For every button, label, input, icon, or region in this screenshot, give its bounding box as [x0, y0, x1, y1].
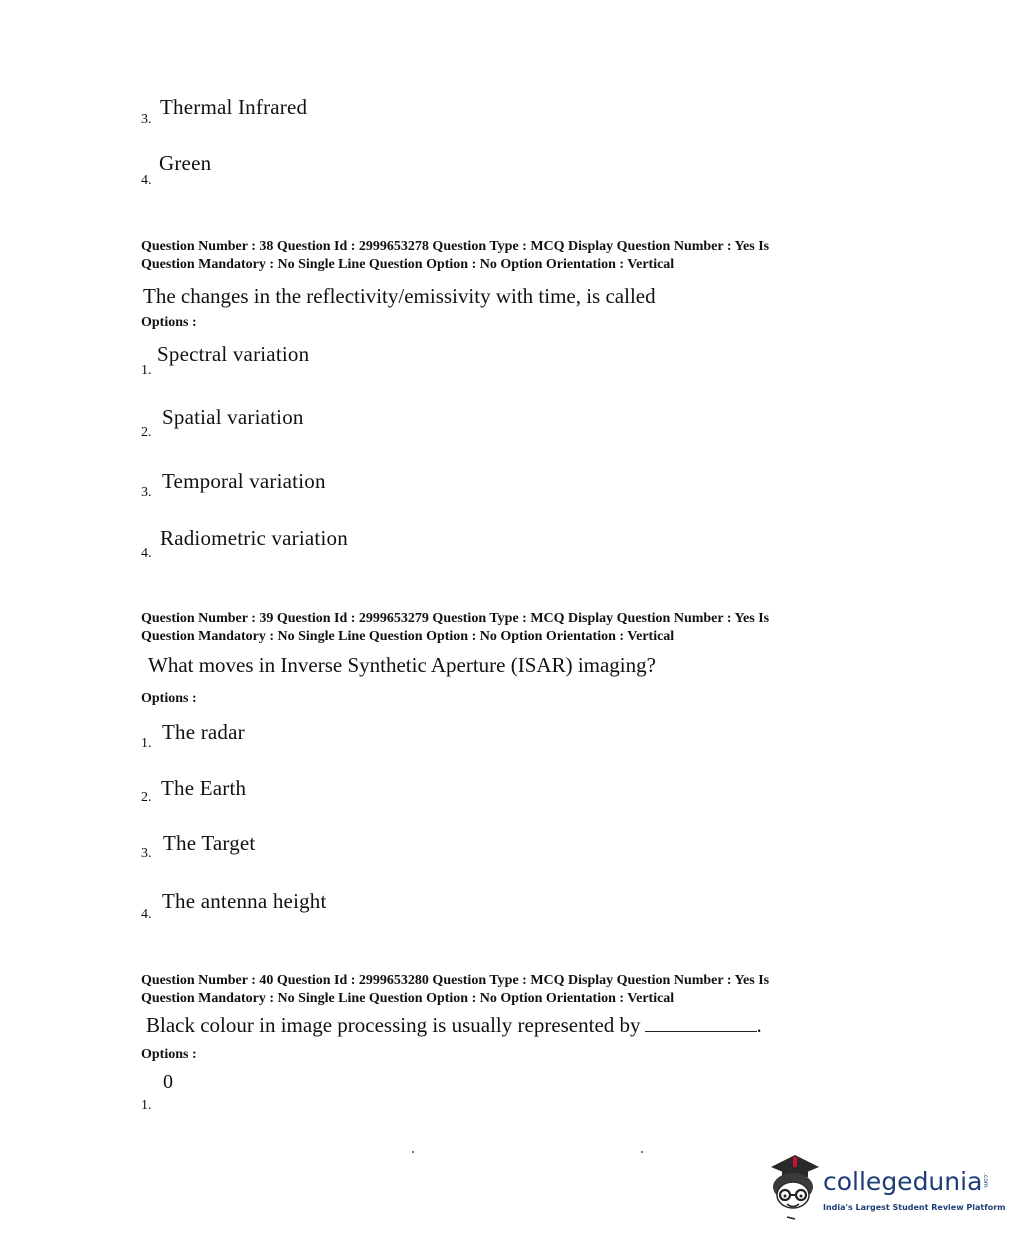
logo-tagline: India's Largest Student Review Platform [823, 1203, 1006, 1212]
question-38-meta [141, 238, 861, 274]
q39-option-3-text: The Target [163, 831, 256, 855]
question-meta-line: Question Mandatory : No Single Line Question Option : No Option Orientation : Vertical [141, 257, 675, 272]
question-meta-line: Question Number : 38 Question Id : 2999653278 Question Type : MCQ Display Question Number : Yes Is [141, 239, 770, 254]
question-40-meta [141, 972, 861, 1008]
q38-option-4-text: Radiometric variation [160, 526, 348, 550]
q38-option-3-text: Temporal variation [162, 469, 326, 493]
q38-option-2-text: Spatial variation [162, 405, 304, 429]
logo-wordmark: collegedunia [823, 1167, 983, 1196]
question-40-end: . [756, 1013, 762, 1037]
question-40-stem: Black colour in image processing is usually represented by [146, 1013, 641, 1037]
q39-option-2-number: 2. [141, 790, 152, 805]
question-40-text [146, 1013, 762, 1038]
q38-option-4-number: 4. [141, 546, 152, 561]
question-meta-line: Question Number : 40 Question Id : 2999653280 Question Type : MCQ Display Question Number : Yes Is [141, 973, 770, 988]
q38-option-2-number: 2. [141, 425, 152, 440]
q39-option-4-text: The antenna height [162, 889, 327, 913]
carryover-option-3-number: 3. [141, 112, 152, 127]
question-39-meta [141, 610, 861, 646]
mascot-icon [765, 1153, 825, 1223]
q39-option-4-number: 4. [141, 907, 152, 922]
answer-blank [645, 1013, 757, 1032]
q40-option-1-text: 0 [163, 1071, 174, 1093]
question-meta-line: Question Mandatory : No Single Line Question Option : No Option Orientation : Vertical [141, 629, 675, 644]
question-39-text: What moves in Inverse Synthetic Aperture (ISAR) imaging? [148, 653, 656, 677]
q38-option-1-number: 1. [141, 363, 152, 378]
q38-option-1-text: Spectral variation [157, 342, 310, 366]
q39-option-3-number: 3. [141, 846, 152, 861]
options-label: Options : [141, 315, 197, 330]
question-meta-line: Question Mandatory : No Single Line Question Option : No Option Orientation : Vertical [141, 991, 675, 1006]
q39-option-2-text: The Earth [161, 776, 247, 800]
logo-suffix: .com [982, 1173, 989, 1188]
collegedunia-logo [765, 1153, 1006, 1223]
q40-option-1-number: 1. [141, 1098, 152, 1113]
options-label: Options : [141, 1047, 197, 1062]
carryover-option-4-number: 4. [141, 173, 152, 188]
question-38-text: The changes in the reflectivity/emissivity with time, is called [143, 284, 656, 308]
question-meta-line: Question Number : 39 Question Id : 2999653279 Question Type : MCQ Display Question Number : Yes Is [141, 611, 770, 626]
q39-option-1-number: 1. [141, 736, 152, 751]
q38-option-3-number: 3. [141, 485, 152, 500]
q39-option-1-text: The radar [162, 720, 245, 744]
scan-speck [412, 1151, 414, 1153]
options-label: Options : [141, 691, 197, 706]
carryover-option-4-text: Green [159, 151, 212, 175]
carryover-option-3-text: Thermal Infrared [160, 95, 308, 119]
scan-speck [641, 1151, 643, 1153]
